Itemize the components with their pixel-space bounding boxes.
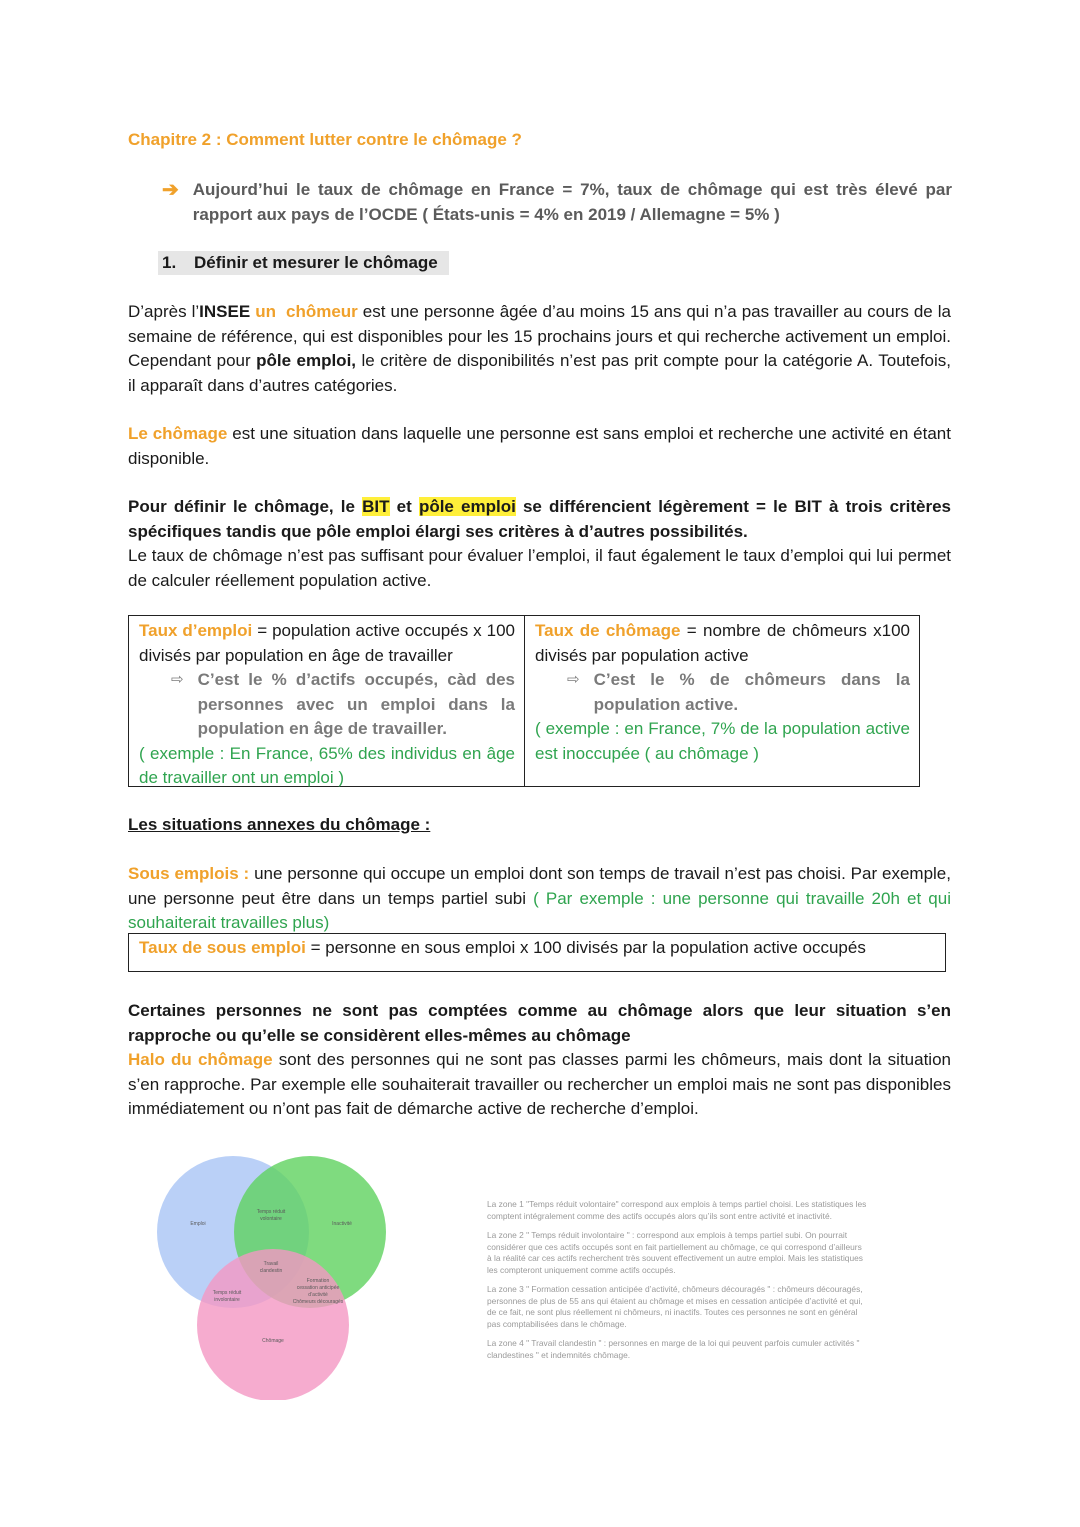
arrow-outline-icon: ⇨ xyxy=(567,671,580,688)
insee-term: INSEE xyxy=(199,302,251,321)
taux-chomage-term: Taux de chômage xyxy=(535,621,681,640)
inactivite-label: Inactivité xyxy=(332,1221,352,1227)
annex-heading: Les situations annexes du chômage : xyxy=(128,815,431,834)
chomage-term: Le chômage xyxy=(128,424,228,443)
text-run: le critère de disponibilités n’est pas prit compte pour la catégorie A. Toutefois, il apparaît dans d’autres catégories. xyxy=(128,351,951,395)
un-term: un xyxy=(255,302,276,321)
section-title: Définir et mesurer le chômage xyxy=(194,253,438,272)
paragraph-insee-definition xyxy=(128,300,951,398)
text-run: une personne qui occupe un emploi dont son temps de travail n’est pas choisi. Par exemple, une personne peut être dans un temps partiel subi xyxy=(128,864,951,908)
arrow-right-icon: ➔ xyxy=(162,179,179,201)
zone4-description: La zone 4 " Travail clandestin " : personnes en marge de la loi qui peuvent parfois cumuler activités " clandestines " et indemnités chômage. xyxy=(487,1338,860,1360)
zone4-label-line1: Travail xyxy=(263,1261,279,1267)
zone3-label-line3: d’activité xyxy=(308,1292,328,1298)
paragraph-chomage-definition xyxy=(128,422,951,471)
text-run: Le taux de chômage n’est pas suffisant pour évaluer l’emploi, il faut également le taux d’emploi qui lui permet de calculer réellement population active. xyxy=(128,546,951,590)
section-number: 1. xyxy=(162,253,177,272)
taux-emploi-formula: = population active occupés x 100 divisés par population en âge de travailler xyxy=(139,621,515,665)
text-run: est une personne âgée d’au moins 15 ans qui n’a pas travailler au cours de la semaine de référence, qui est disponibles pour les 15 prochains jours et qui recherche activement un emploi. Cependant pour xyxy=(128,302,951,370)
pole-emploi-term: pôle emploi, xyxy=(256,351,357,370)
sous-emploi-formula-box xyxy=(128,933,946,972)
zone2-description: La zone 2 " Temps réduit involontaire " : correspond aux emplois à temps partiel subi. On pourrait considérer que ces actifs occupés sont en fait partiellement au chômage, ce qui correspond d’ailleurs à la réalité car ces actifs recherchent très souvent effectivement un autre emploi. Mais les statistiques les compteront uniquement comme actifs occupés. xyxy=(487,1230,863,1275)
intro-point xyxy=(162,178,952,227)
zones-explanation xyxy=(487,1199,867,1369)
taux-emploi-example: ( exemple : En France, 65% des individus en âge de travailler ont un emploi ) xyxy=(139,743,515,787)
chomage-label: Chômage xyxy=(262,1338,284,1344)
section-heading xyxy=(158,251,449,275)
arrow-outline-icon: ⇨ xyxy=(171,671,184,688)
text-run: se différencient légèrement = le BIT à trois critères spécifiques tandis que pôle emploi élargi ses critères à d’autres possibilités. xyxy=(128,497,952,541)
taux-emploi-note: C’est le % d’actifs occupés, càd des personnes avec un emploi dans la population en âge de travailler. xyxy=(197,670,515,738)
chomeur-term: chômeur xyxy=(285,302,358,321)
zone2-label-line1: Temps réduit xyxy=(212,1290,242,1296)
rates-table xyxy=(128,615,920,787)
bit-highlight: BIT xyxy=(362,497,390,516)
taux-emploi-cell xyxy=(129,616,525,786)
zone2-label-line2: involontaire xyxy=(214,1297,240,1303)
taux-emploi-term: Taux d’emploi xyxy=(139,621,253,640)
pole-emploi-highlight: pôle emploi xyxy=(418,497,516,516)
halo-term: Halo du chômage xyxy=(128,1050,273,1069)
zone1-label-line1: Temps réduit xyxy=(256,1209,286,1215)
taux-chomage-cell xyxy=(525,616,919,786)
intro-text: Aujourd’hui le taux de chômage en France = 7%, taux de chômage qui est très élevé par rapport aux pays de l’OCDE ( États-unis = 4% en 2019 / Allemagne = 5% ) xyxy=(192,180,952,224)
chapter-title: Chapitre 2 : Comment lutter contre le chômage ? xyxy=(128,130,522,149)
zone4-label-line2: clandestin xyxy=(259,1268,283,1274)
zone3-description: La zone 3 " Formation cessation anticipée d’activité, chômeurs découragés " : chômeurs découragés, personnes de plus de 55 ans qui étaient au chômage et mises en cessation anticipée d’activité et qui, de ce fait, ne sont plus réellement ni chômeurs, ni inactifs. Toutes ces personnes ne sont en général pas comptabilisées dans le chômage. xyxy=(487,1284,863,1329)
taux-sous-emploi-term: Taux de sous emploi xyxy=(139,938,306,957)
venn-diagram xyxy=(150,1155,395,1400)
zone1-description: La zone 1 "Temps réduit volontaire" correspond aux emplois à temps partiel choisi. Les statistiques les comptent intégralement comme des actifs occupés alors qu’ils sont entre activité et inactivité. xyxy=(487,1199,867,1221)
text-run: sont des personnes qui ne sont pas classes parmi les chômeurs, mais dont la situation s’en rapproche. Par exemple elle souhaiterait travailler ou rechercher un emploi mais ne sont pas disponibles immédiatement ou n’ont pas fait de démarche active de recherche d’emploi. xyxy=(128,1050,951,1118)
paragraph-bit-pole-emploi xyxy=(128,495,951,593)
taux-sous-emploi-formula: = personne en sous emploi x 100 divisés par la population active occupés xyxy=(305,938,866,957)
paragraph-halo-chomage xyxy=(128,999,951,1122)
zone3-label-line1: Formation xyxy=(306,1278,330,1284)
sous-emploi-example: ( Par exemple : une personne qui travaille 20h et qui souhaiterait travailles plus) xyxy=(128,888,951,932)
text-run xyxy=(276,302,286,321)
emploi-label: Emploi xyxy=(190,1221,206,1227)
paragraph-sous-emploi xyxy=(128,862,951,936)
zone3-label-line2: cessation anticipée xyxy=(296,1285,340,1291)
sous-emploi-term: Sous emplois : xyxy=(128,864,250,883)
zone1-label-line2: volontaire xyxy=(260,1216,282,1222)
text-run: est une situation dans laquelle une personne est sans emploi et recherche une activité en étant disponible. xyxy=(128,424,951,468)
halo-intro-bold: Certaines personnes ne sont pas comptées comme au chômage alors que leur situation s’en rapproche ou qu’elle se considèrent elles-mêmes au chômage xyxy=(128,1001,951,1045)
text-run: Pour définir le chômage, le xyxy=(128,497,363,516)
zone3-label-line4: Chômeurs découragés xyxy=(292,1299,344,1305)
text-run: D’après l’ xyxy=(128,302,200,321)
taux-chomage-formula: = nombre de chômeurs x100 divisés par population active xyxy=(535,621,910,665)
text-run: et xyxy=(389,497,419,516)
taux-chomage-example: ( exemple : en France, 7% de la population active est inoccupée ( au chômage ) xyxy=(535,719,910,763)
taux-chomage-note: C’est le % de chômeurs dans la population active. xyxy=(593,670,910,714)
